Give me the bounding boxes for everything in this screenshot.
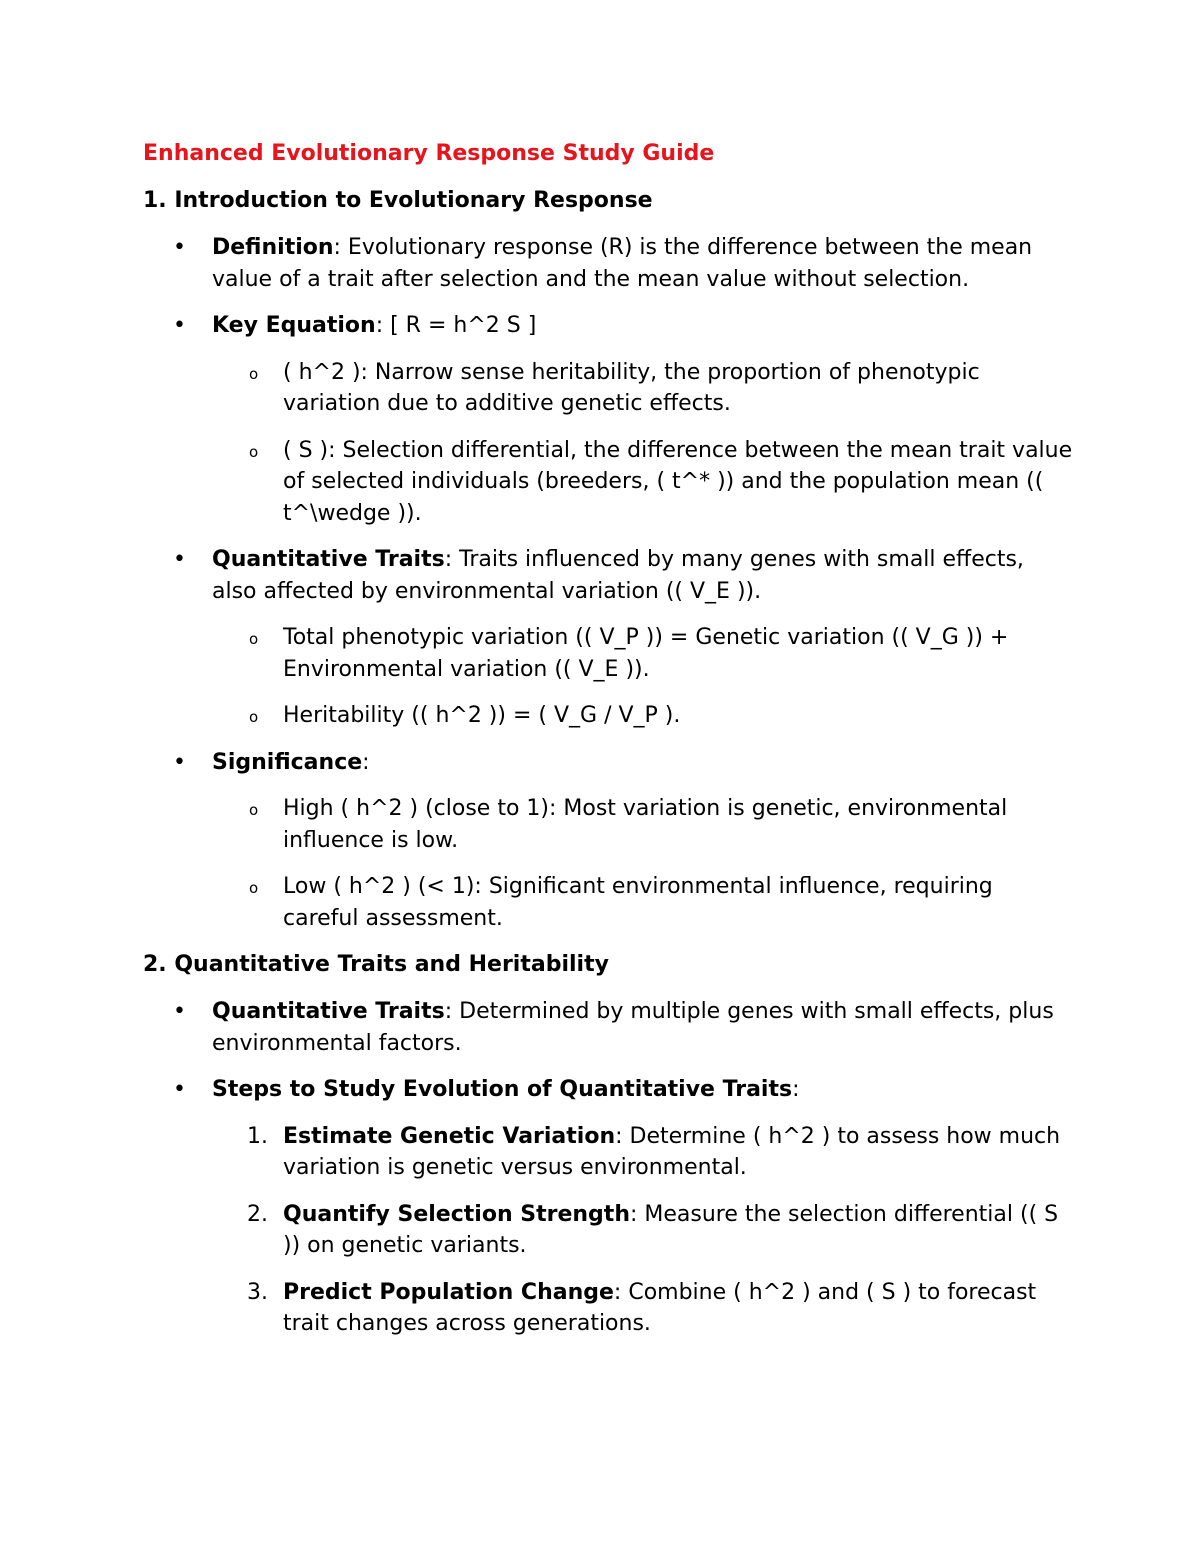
list-item — [143, 310, 1073, 342]
item-term: Significance — [212, 749, 363, 775]
item-text: : — [792, 1077, 800, 1102]
item-term: Quantitative Traits — [212, 547, 445, 572]
item-term: Predict Population Change — [283, 1279, 614, 1305]
sub-list-item — [143, 793, 1073, 856]
bullet-marker: • — [173, 999, 186, 1024]
item-term: Definition — [212, 235, 334, 260]
sub-list-item — [143, 435, 1073, 530]
sub-list-item — [143, 700, 1073, 732]
list-item — [143, 1074, 1073, 1106]
sub-bullet-marker: o — [249, 879, 259, 897]
item-number: 2. — [247, 1201, 268, 1227]
item-text: : Evolutionary response (R) is the difference between the mean value of a trait after selection and the mean value without selection. — [212, 235, 1033, 292]
item-text: ( S ): Selection differential, the difference between the mean trait value of selected individuals (breeders, ( t^* )) and the population mean (( t^\wedge )). — [283, 437, 1073, 526]
item-text: : — [362, 749, 370, 775]
sub-list-item — [143, 357, 1073, 420]
sub-bullet-marker: o — [249, 442, 259, 461]
bullet-marker: • — [173, 749, 186, 775]
sub-list-item — [143, 622, 1073, 685]
item-term: Quantify Selection Strength — [283, 1201, 630, 1227]
item-text: : Determine ( h^2 ) to assess how much variation is genetic versus environmental. — [283, 1123, 1061, 1180]
list-item — [143, 544, 1073, 607]
section-heading-2: 2. Quantitative Traits and Heritability — [143, 952, 609, 977]
list-item — [143, 747, 1073, 779]
sub-list-item — [143, 871, 1073, 934]
sub-bullet-marker: o — [249, 364, 259, 383]
list-item — [143, 232, 1073, 295]
item-text: : Determined by multiple genes with small effects, plus environmental factors. — [212, 999, 1054, 1056]
numbered-item — [143, 1277, 1073, 1340]
item-term: Key Equation — [212, 313, 376, 338]
item-term: Steps to Study Evolution of Quantitative Traits — [212, 1077, 793, 1102]
item-text: Heritability (( h^2 )) = ( V_G / V_P ). — [283, 703, 681, 728]
document-title: Enhanced Evolutionary Response Study Guide — [143, 141, 715, 166]
item-term: Quantitative Traits — [212, 999, 445, 1024]
bullet-marker: • — [173, 235, 186, 260]
list-item — [143, 996, 1073, 1059]
item-number: 3. — [247, 1279, 268, 1305]
sub-bullet-marker: o — [249, 708, 259, 726]
item-text: Total phenotypic variation (( V_P )) = Genetic variation (( V_G )) + Environmental variation (( V_E )). — [283, 625, 1009, 682]
bullet-marker: • — [173, 1077, 186, 1102]
numbered-item — [143, 1121, 1073, 1184]
item-text: ( h^2 ): Narrow sense heritability, the proportion of phenotypic variation due to additive genetic effects. — [283, 359, 980, 416]
item-number: 1. — [247, 1123, 268, 1149]
section-heading-1: 1. Introduction to Evolutionary Response — [143, 188, 653, 213]
item-text: : Traits influenced by many genes with small effects, also affected by environmental variation (( V_E )). — [212, 547, 1024, 604]
bullet-marker: • — [173, 547, 186, 572]
item-text: : Combine ( h^2 ) and ( S ) to forecast trait changes across generations. — [283, 1279, 1037, 1336]
sub-bullet-marker: o — [249, 630, 259, 648]
bullet-marker: • — [173, 313, 186, 338]
item-term: Estimate Genetic Variation — [283, 1123, 616, 1149]
item-text: : Measure the selection differential (( S )) on genetic variants. — [283, 1201, 1059, 1258]
item-text: : [ R = h^2 S ] — [375, 313, 537, 338]
numbered-item — [143, 1199, 1073, 1262]
sub-bullet-marker: o — [249, 801, 259, 819]
item-text: Low ( h^2 ) (< 1): Significant environmental influence, requiring careful assessment. — [283, 874, 993, 931]
document-page — [143, 138, 1073, 1355]
item-text: High ( h^2 ) (close to 1): Most variation is genetic, environmental influence is low. — [283, 796, 1008, 853]
